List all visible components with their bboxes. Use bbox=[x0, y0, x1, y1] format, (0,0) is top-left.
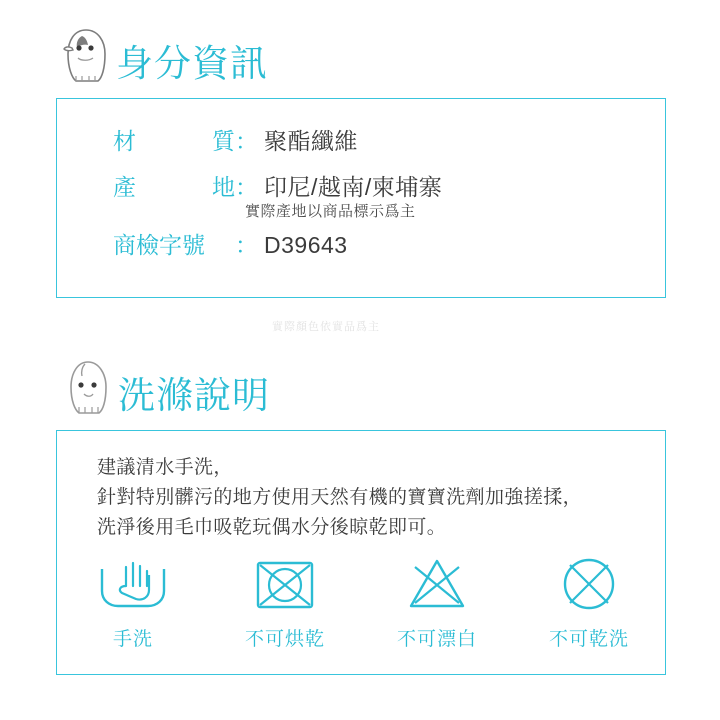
wash-symbol-row bbox=[57, 553, 665, 651]
wash-symbol-hand-wash bbox=[73, 553, 193, 651]
wash-symbol-no-tumble-dry bbox=[225, 553, 345, 651]
wash-line: 建議清水手洗， bbox=[97, 457, 233, 478]
section-header-wash bbox=[60, 358, 270, 416]
hand-wash-icon bbox=[73, 553, 193, 615]
wash-symbol-no-dry-clean bbox=[529, 553, 649, 651]
watermark-text: 實際顏色依實品爲主 bbox=[272, 321, 380, 333]
info-colon: ： bbox=[235, 174, 258, 200]
info-label: 產 地 bbox=[113, 174, 235, 200]
info-subnote: 實際產地以商品標示爲主 bbox=[245, 203, 416, 220]
info-value: 聚酯纖維 bbox=[264, 128, 358, 154]
wash-symbol-caption: 手洗 bbox=[112, 629, 153, 650]
wash-instruction-box bbox=[56, 430, 666, 675]
identity-info-rows bbox=[113, 123, 442, 273]
penguin-mascot-icon bbox=[58, 26, 114, 84]
identity-info-box bbox=[56, 98, 666, 298]
wash-symbol-caption: 不可烘乾 bbox=[244, 629, 325, 650]
info-colon: ： bbox=[235, 128, 258, 154]
no-tumble-dry-icon bbox=[225, 553, 345, 615]
section-header-identity bbox=[58, 26, 268, 84]
info-row bbox=[113, 169, 442, 202]
info-value: D39643 bbox=[264, 232, 348, 258]
wash-symbol-caption: 不可漂白 bbox=[396, 629, 477, 650]
wash-line: 針對特別髒污的地方使用天然有機的寶寶洗劑加強搓揉， bbox=[97, 487, 583, 508]
wash-symbol-caption: 不可乾洗 bbox=[548, 629, 629, 650]
penguin-mascot-icon bbox=[60, 358, 116, 416]
info-label: 材 質 bbox=[113, 128, 235, 154]
no-dry-clean-icon bbox=[529, 553, 649, 615]
wash-line: 洗淨後用毛巾吸乾玩偶水分後晾乾即可。 bbox=[97, 517, 447, 538]
wash-instruction-text bbox=[97, 453, 582, 543]
section-title: 洗滌說明 bbox=[118, 375, 270, 416]
section-title: 身分資訊 bbox=[116, 43, 268, 84]
info-label: 商檢字號 bbox=[113, 232, 205, 258]
no-bleach-icon bbox=[377, 553, 497, 615]
info-row bbox=[113, 123, 442, 156]
info-value: 印尼/越南/柬埔寨 bbox=[264, 174, 443, 200]
info-row bbox=[113, 227, 442, 260]
info-colon: ： bbox=[235, 232, 258, 258]
wash-symbol-no-bleach bbox=[377, 553, 497, 651]
